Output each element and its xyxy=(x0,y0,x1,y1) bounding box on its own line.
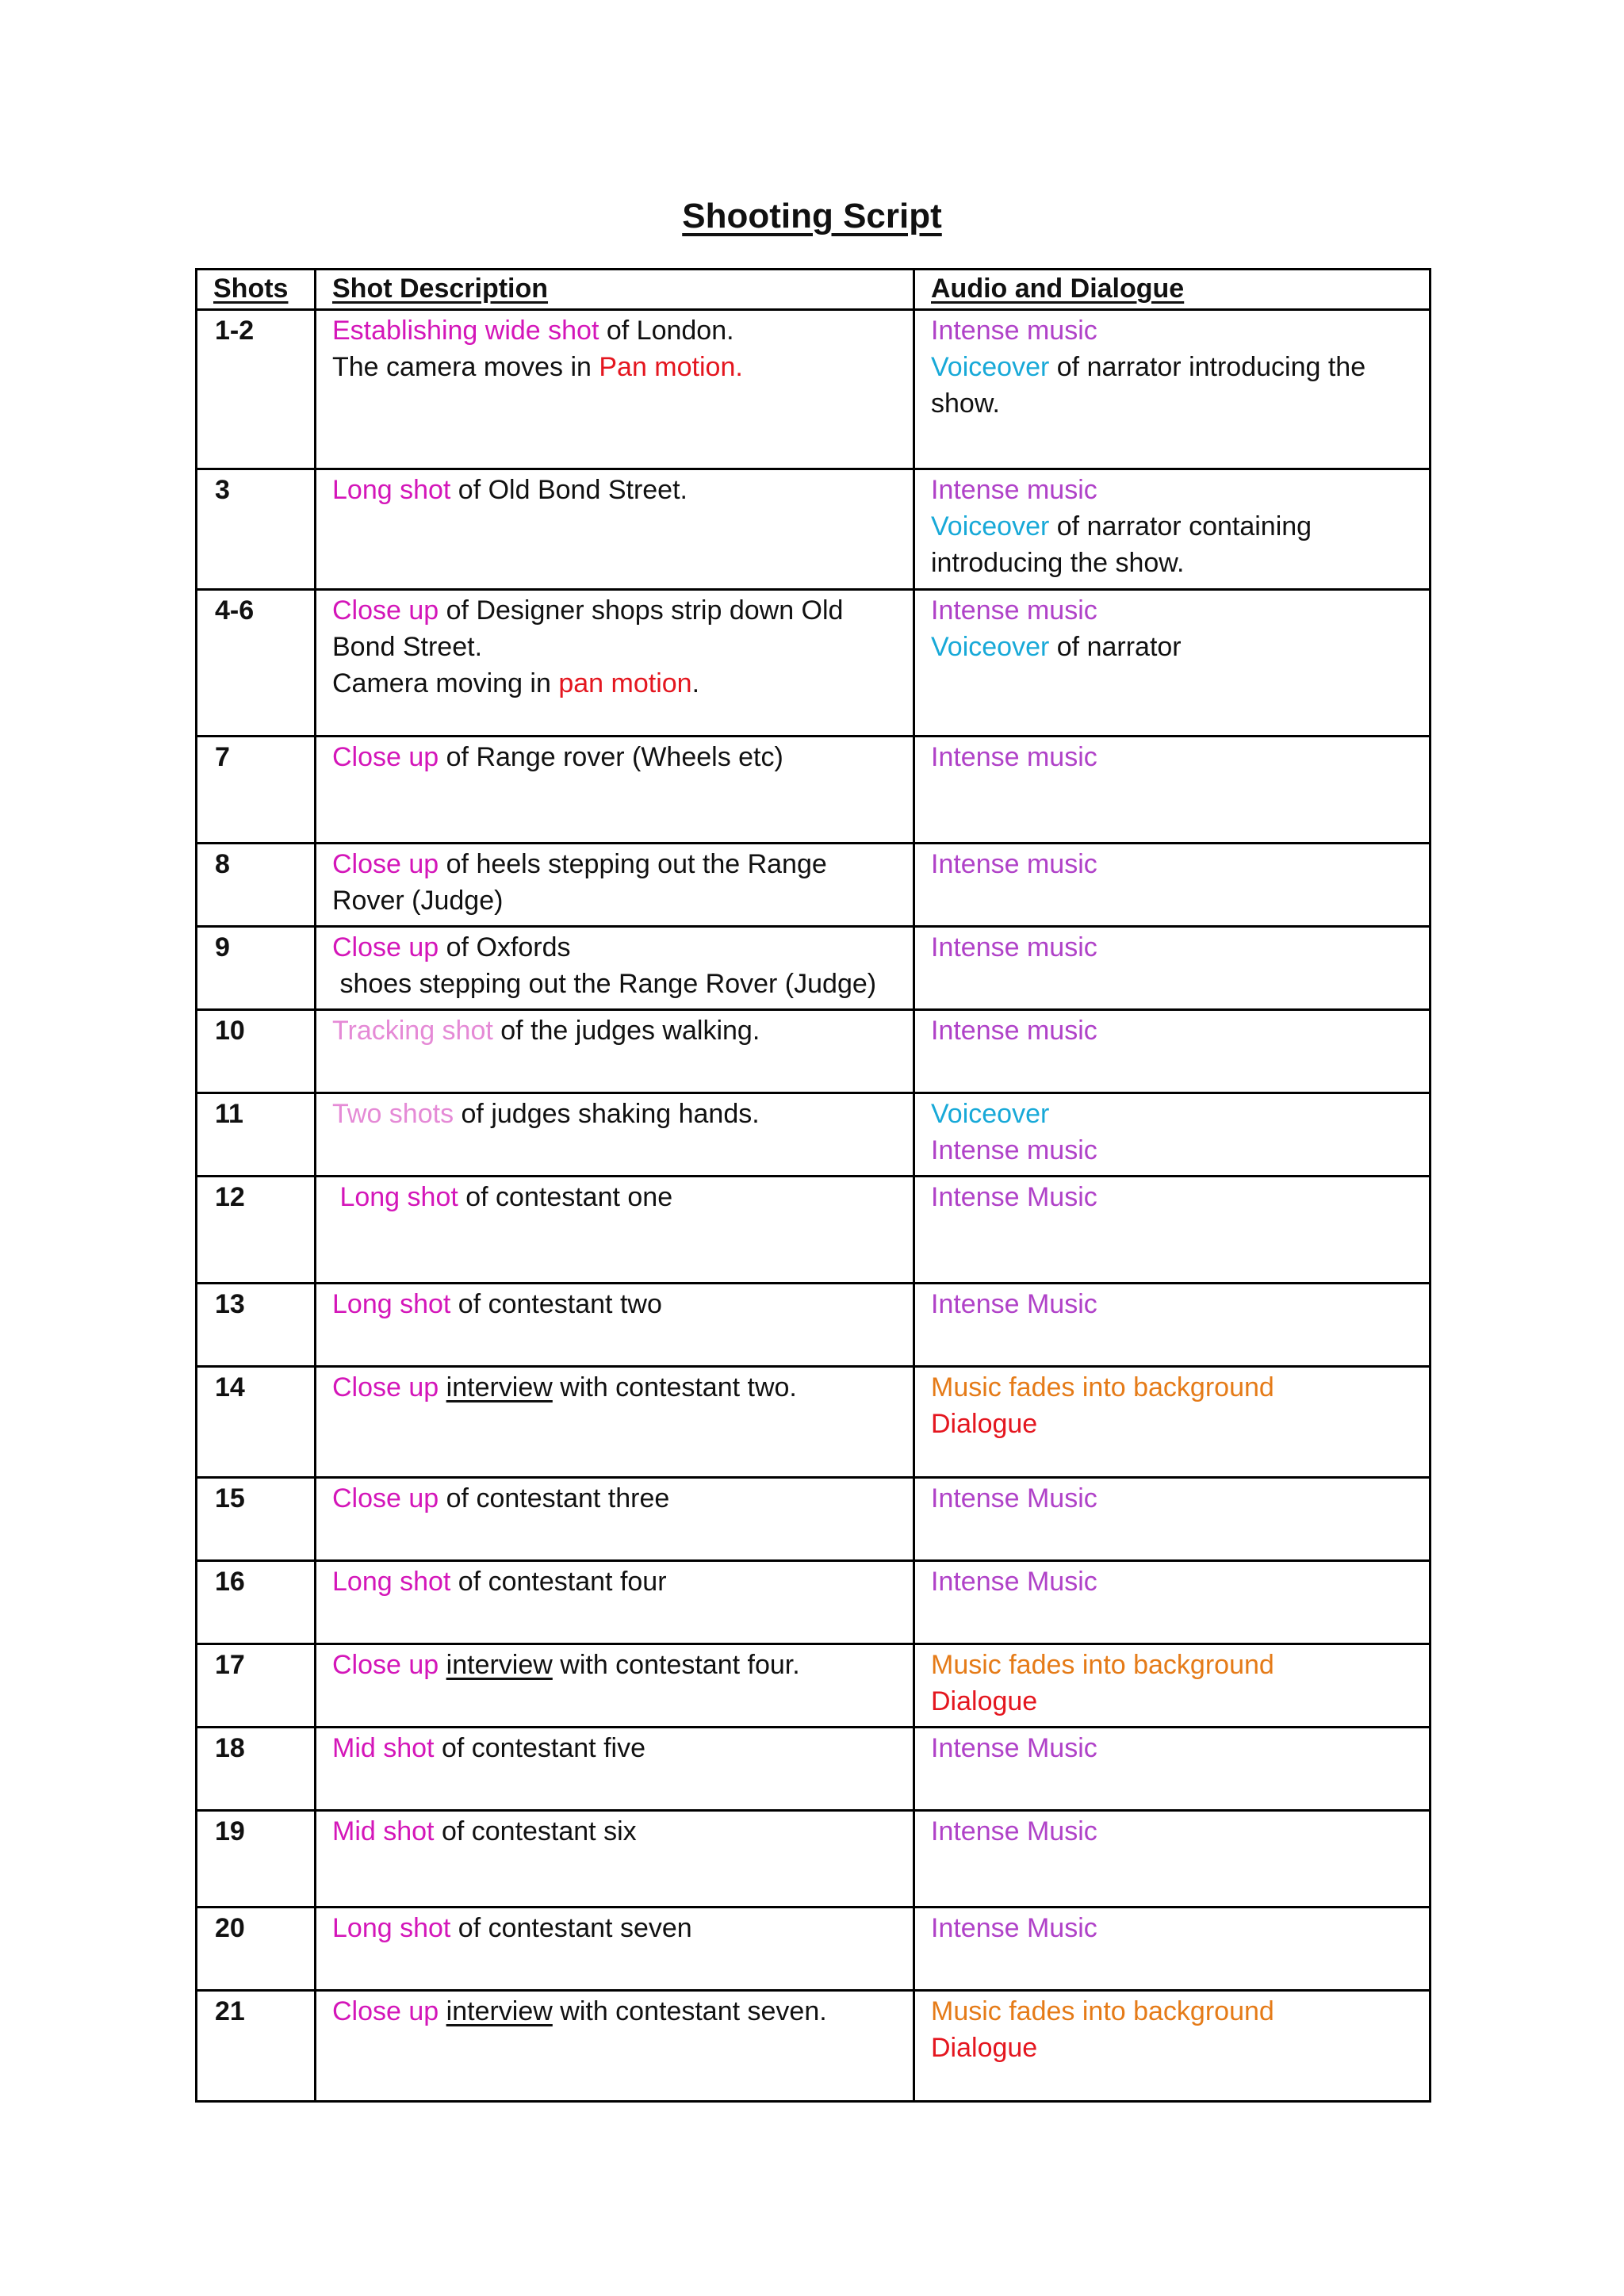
shot-number-cell: 1-2 xyxy=(197,310,316,469)
audio-line xyxy=(931,1480,1413,1517)
table-row xyxy=(197,1284,1431,1367)
description-line xyxy=(332,1286,897,1322)
highlighted-term: Intense music xyxy=(931,849,1097,879)
underlined-term: interview xyxy=(446,1996,553,2026)
description-line xyxy=(332,1369,897,1406)
description-line xyxy=(332,882,897,919)
audio-dialogue-cell xyxy=(914,469,1431,590)
page-title: Shooting Script xyxy=(682,197,942,235)
description-line xyxy=(332,665,897,702)
audio-dialogue-cell xyxy=(914,1728,1431,1811)
description-line xyxy=(332,312,897,349)
description-line xyxy=(332,929,897,966)
shot-number-cell: 4-6 xyxy=(197,590,316,737)
audio-line xyxy=(931,1647,1413,1683)
highlighted-term: pan motion xyxy=(558,668,692,698)
shot-number-cell: 13 xyxy=(197,1284,316,1367)
description-line xyxy=(332,1910,897,1946)
audio-line xyxy=(931,1012,1413,1049)
table-row xyxy=(197,1177,1431,1284)
highlighted-term: Close up xyxy=(332,849,439,879)
table-row xyxy=(197,1367,1431,1478)
table-header-row xyxy=(197,270,1431,310)
audio-line xyxy=(931,1369,1413,1406)
highlighted-term: Intense Music xyxy=(931,1567,1097,1597)
shot-description-cell xyxy=(316,1991,914,2102)
audio-line xyxy=(931,1813,1413,1850)
table-row xyxy=(197,1811,1431,1908)
table-row xyxy=(197,1991,1431,2102)
text-segment: Camera moving in xyxy=(332,668,559,698)
highlighted-term: Long shot xyxy=(339,1182,458,1212)
audio-dialogue-cell xyxy=(914,1478,1431,1561)
table-row xyxy=(197,310,1431,469)
description-line xyxy=(332,1730,897,1766)
table-row xyxy=(197,590,1431,737)
table-row xyxy=(197,469,1431,590)
shot-description-cell xyxy=(316,737,914,844)
shot-number-cell: 8 xyxy=(197,844,316,927)
highlighted-term: Dialogue xyxy=(931,2033,1038,2063)
shot-number-cell: 19 xyxy=(197,1811,316,1908)
description-line xyxy=(332,592,897,629)
highlighted-term: Intense Music xyxy=(931,1483,1097,1513)
description-line xyxy=(332,846,897,882)
audio-line xyxy=(931,929,1413,966)
highlighted-term: Voiceover xyxy=(931,511,1050,541)
shot-description-cell xyxy=(316,310,914,469)
text-segment: introducing the show. xyxy=(931,548,1185,578)
highlighted-term: Intense music xyxy=(931,595,1097,626)
audio-dialogue-cell xyxy=(914,1177,1431,1284)
highlighted-term: Dialogue xyxy=(931,1686,1038,1716)
highlighted-term: Close up xyxy=(332,595,439,626)
description-line xyxy=(332,1012,897,1049)
table-row xyxy=(197,1010,1431,1093)
audio-line xyxy=(931,1179,1413,1215)
text-segment: of heels stepping out the Range xyxy=(439,849,827,879)
text-segment: of the judges walking. xyxy=(492,1016,760,1046)
audio-dialogue-cell xyxy=(914,1811,1431,1908)
audio-line xyxy=(931,1683,1413,1720)
audio-line xyxy=(931,472,1413,508)
audio-line xyxy=(931,1563,1413,1600)
shot-description-cell xyxy=(316,1811,914,1908)
highlighted-term: Voiceover xyxy=(931,1099,1050,1129)
audio-line xyxy=(931,2030,1413,2066)
description-line xyxy=(332,1480,897,1517)
audio-line xyxy=(931,349,1413,385)
audio-line xyxy=(931,739,1413,775)
text-segment: with contestant seven. xyxy=(552,1996,827,2026)
shot-description-cell xyxy=(316,469,914,590)
highlighted-term: Intense music xyxy=(931,1135,1097,1165)
shot-description-cell xyxy=(316,1644,914,1728)
shot-number-cell: 3 xyxy=(197,469,316,590)
table-row xyxy=(197,844,1431,927)
audio-line xyxy=(931,1286,1413,1322)
shot-description-cell xyxy=(316,590,914,737)
audio-dialogue-cell xyxy=(914,1644,1431,1728)
highlighted-term: Music fades into background xyxy=(931,1372,1274,1402)
text-segment: of narrator xyxy=(1049,632,1182,662)
table-row xyxy=(197,1728,1431,1811)
description-line xyxy=(332,1179,897,1215)
audio-line xyxy=(931,1406,1413,1442)
text-segment: of contestant three xyxy=(439,1483,670,1513)
highlighted-term: Long shot xyxy=(332,1913,451,1943)
underlined-term: interview xyxy=(446,1650,553,1680)
highlighted-term: Establishing wide shot xyxy=(332,316,599,346)
audio-dialogue-cell xyxy=(914,927,1431,1010)
highlighted-term: Music fades into background xyxy=(931,1996,1274,2026)
table-row xyxy=(197,1561,1431,1644)
highlighted-term: Intense music xyxy=(931,932,1097,962)
audio-line xyxy=(931,1730,1413,1766)
highlighted-term: Intense Music xyxy=(931,1913,1097,1943)
text-segment: of contestant five xyxy=(434,1733,645,1763)
text-segment xyxy=(439,1996,446,2026)
description-line xyxy=(332,1813,897,1850)
text-segment: shoes stepping out the Range Rover (Judge) xyxy=(332,969,877,999)
text-segment: of judges shaking hands. xyxy=(454,1099,760,1129)
description-line xyxy=(332,1647,897,1683)
audio-dialogue-cell xyxy=(914,737,1431,844)
highlighted-term: Intense music xyxy=(931,475,1097,505)
audio-dialogue-cell xyxy=(914,1010,1431,1093)
audio-line xyxy=(931,312,1413,349)
text-segment: of narrator containing xyxy=(1049,511,1312,541)
text-segment: of London. xyxy=(599,316,734,346)
audio-dialogue-cell xyxy=(914,844,1431,927)
shot-number-cell: 14 xyxy=(197,1367,316,1478)
text-segment: of contestant seven xyxy=(450,1913,692,1943)
table-row xyxy=(197,1908,1431,1991)
shot-number-cell: 9 xyxy=(197,927,316,1010)
text-segment: of Oxfords xyxy=(439,932,571,962)
shot-description-cell xyxy=(316,1478,914,1561)
audio-dialogue-cell xyxy=(914,1908,1431,1991)
highlighted-term: Voiceover xyxy=(931,352,1050,382)
shot-number-cell: 21 xyxy=(197,1991,316,2102)
highlighted-term: Long shot xyxy=(332,475,451,505)
highlighted-term: Two shots xyxy=(332,1099,454,1129)
description-line xyxy=(332,472,897,508)
table-row xyxy=(197,1093,1431,1177)
highlighted-term: Dialogue xyxy=(931,1409,1038,1439)
column-header-shot-description: Shot Description xyxy=(316,270,914,310)
audio-line xyxy=(931,629,1413,665)
description-line xyxy=(332,1563,897,1600)
text-segment: Rover (Judge) xyxy=(332,886,504,916)
shot-number-cell: 18 xyxy=(197,1728,316,1811)
shot-description-cell xyxy=(316,1728,914,1811)
shot-number-cell: 17 xyxy=(197,1644,316,1728)
shot-number-cell: 12 xyxy=(197,1177,316,1284)
text-segment: . xyxy=(691,668,700,698)
highlighted-term: Intense Music xyxy=(931,1182,1097,1212)
text-segment: of Old Bond Street. xyxy=(450,475,688,505)
highlighted-term: Voiceover xyxy=(931,632,1050,662)
highlighted-term: Intense music xyxy=(931,742,1097,772)
audio-line xyxy=(931,1096,1413,1132)
highlighted-term: Long shot xyxy=(332,1289,451,1319)
text-segment: The camera moves in xyxy=(332,352,599,382)
highlighted-term: Intense Music xyxy=(931,1816,1097,1846)
description-line xyxy=(332,1993,897,2030)
audio-line xyxy=(931,846,1413,882)
highlighted-term: Close up xyxy=(332,1996,439,2026)
audio-dialogue-cell xyxy=(914,590,1431,737)
text-segment: of contestant one xyxy=(458,1182,673,1212)
audio-line xyxy=(931,508,1413,545)
highlighted-term: Close up xyxy=(332,932,439,962)
text-segment: with contestant four. xyxy=(552,1650,800,1680)
text-segment: of contestant six xyxy=(434,1816,637,1846)
column-header-audio-and-dialogue: Audio and Dialogue xyxy=(914,270,1431,310)
text-segment: Bond Street. xyxy=(332,632,483,662)
highlighted-term: Intense Music xyxy=(931,1289,1097,1319)
description-line xyxy=(332,349,897,385)
audio-dialogue-cell xyxy=(914,310,1431,469)
shot-description-cell xyxy=(316,1010,914,1093)
shot-description-cell xyxy=(316,1093,914,1177)
table-row xyxy=(197,1478,1431,1561)
audio-dialogue-cell xyxy=(914,1561,1431,1644)
highlighted-term: Close up xyxy=(332,1650,439,1680)
text-segment: of narrator introducing the xyxy=(1049,352,1366,382)
table-row xyxy=(197,927,1431,1010)
text-segment: of contestant four xyxy=(450,1567,667,1597)
audio-dialogue-cell xyxy=(914,1991,1431,2102)
description-line xyxy=(332,966,897,1002)
text-segment xyxy=(439,1650,446,1680)
table-row xyxy=(197,737,1431,844)
highlighted-term: Music fades into background xyxy=(931,1650,1274,1680)
highlighted-term: Close up xyxy=(332,1372,439,1402)
audio-dialogue-cell xyxy=(914,1093,1431,1177)
audio-line xyxy=(931,1910,1413,1946)
text-segment xyxy=(439,1372,446,1402)
text-segment: of contestant two xyxy=(450,1289,662,1319)
highlighted-term: Mid shot xyxy=(332,1733,435,1763)
audio-line xyxy=(931,1132,1413,1169)
audio-line xyxy=(931,1993,1413,2030)
description-line xyxy=(332,1096,897,1132)
text-segment: with contestant two. xyxy=(552,1372,797,1402)
shooting-script-table xyxy=(195,268,1431,2103)
text-segment: show. xyxy=(931,388,1000,419)
text-segment: of Designer shops strip down Old xyxy=(439,595,844,626)
shot-description-cell xyxy=(316,1367,914,1478)
highlighted-term: Pan motion. xyxy=(599,352,743,382)
shot-description-cell xyxy=(316,1561,914,1644)
highlighted-term: Intense music xyxy=(931,316,1097,346)
audio-line xyxy=(931,592,1413,629)
shot-number-cell: 11 xyxy=(197,1093,316,1177)
highlighted-term: Mid shot xyxy=(332,1816,435,1846)
audio-line xyxy=(931,545,1413,581)
table-body xyxy=(197,310,1431,2102)
shot-number-cell: 20 xyxy=(197,1908,316,1991)
shot-description-cell xyxy=(316,1177,914,1284)
shot-description-cell xyxy=(316,1284,914,1367)
highlighted-term: Close up xyxy=(332,742,439,772)
audio-dialogue-cell xyxy=(914,1284,1431,1367)
underlined-term: interview xyxy=(446,1372,553,1402)
shot-number-cell: 7 xyxy=(197,737,316,844)
shot-number-cell: 15 xyxy=(197,1478,316,1561)
audio-dialogue-cell xyxy=(914,1367,1431,1478)
highlighted-term: Long shot xyxy=(332,1567,451,1597)
highlighted-term: Intense music xyxy=(931,1016,1097,1046)
shot-description-cell xyxy=(316,844,914,927)
text-segment: of Range rover (Wheels etc) xyxy=(439,742,783,772)
description-line xyxy=(332,629,897,665)
shot-description-cell xyxy=(316,1908,914,1991)
highlighted-term: Tracking shot xyxy=(332,1016,493,1046)
column-header-shots: Shots xyxy=(197,270,316,310)
highlighted-term: Close up xyxy=(332,1483,439,1513)
shot-description-cell xyxy=(316,927,914,1010)
shot-number-cell: 16 xyxy=(197,1561,316,1644)
description-line xyxy=(332,739,897,775)
audio-line xyxy=(931,385,1413,422)
table-row xyxy=(197,1644,1431,1728)
highlighted-term: Intense Music xyxy=(931,1733,1097,1763)
shot-number-cell: 10 xyxy=(197,1010,316,1093)
